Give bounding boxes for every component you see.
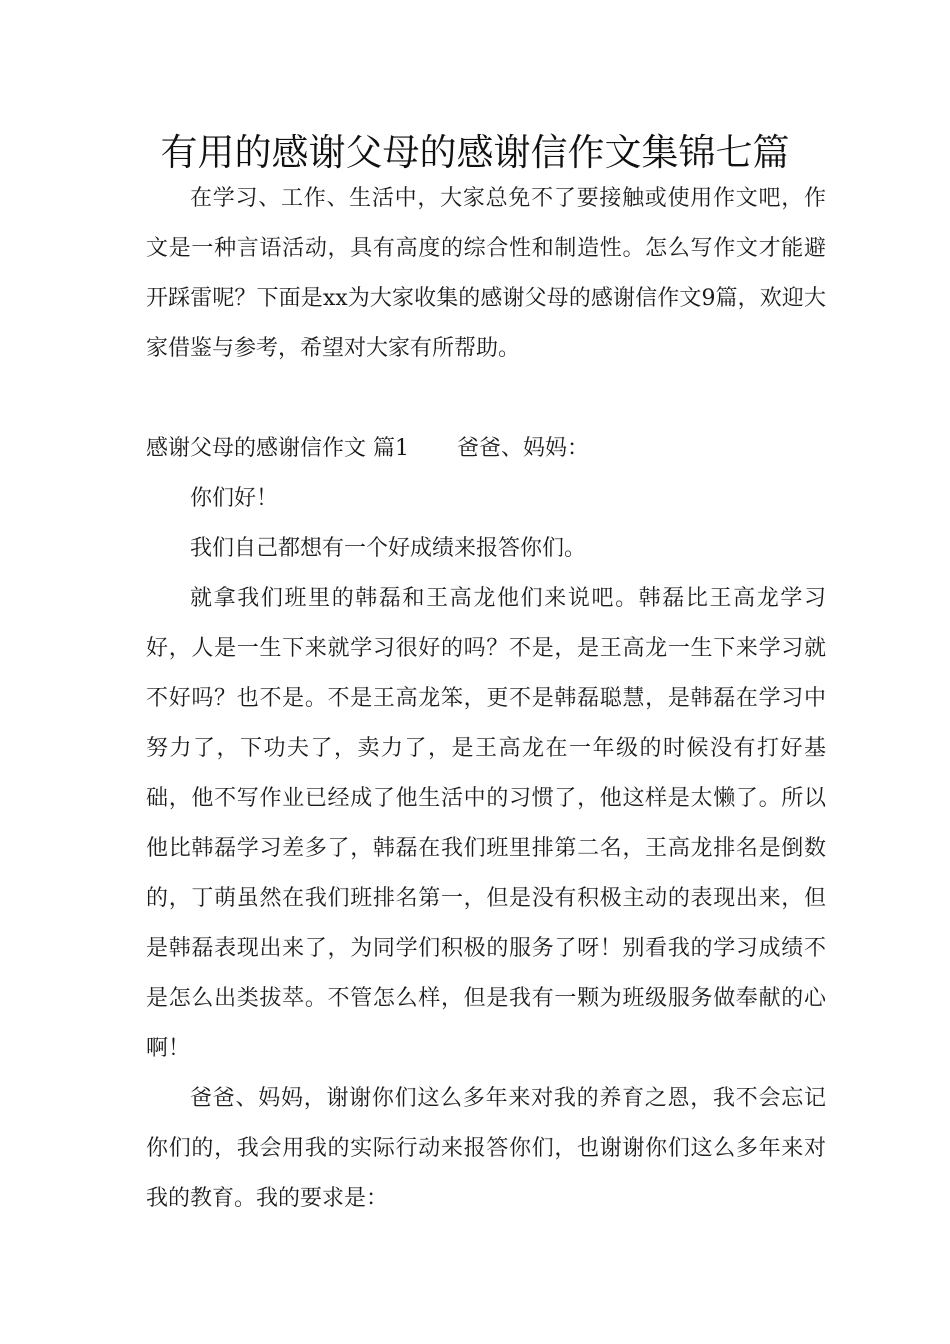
body-paragraph: 爸爸、妈妈，谢谢你们这么多年来对我的养育之恩，我不会忘记你们的，我会用我的实际行动来报答你们，也谢谢你们这么多年来对我的教育。我的要求是： [146,1086,826,1211]
paragraph-spacer [146,374,826,424]
document-title: 有用的感谢父母的感谢信作文集锦七篇 [160,131,790,174]
section-heading: 感谢父母的感谢信作文 篇1 [146,436,409,461]
salutation: 爸爸、妈妈： [457,436,590,461]
body-paragraph: 就拿我们班里的韩磊和王高龙他们来说吧。韩磊比王高龙学习好，人是一生下来就学习很好的吗？不是，是王高龙一生下来学习就不好吗？也不是。不是王高龙笨，更不是韩磊聪慧，是韩磊在学习中努力了，下功夫了，卖力了，是王高龙在一年级的时候没有打好基础，他不写作业已经成了他生活中的习惯了，他这样是太懒了。所以他比韩磊学习差多了，韩磊在我们班里排第二名，王高龙排名是倒数的，丁萌虽然在我们班排名第一，但是没有积极主动的表现出来，但是韩磊表现出来了，为同学们积极的服务了呀！别看我的学习成绩不是怎么出类拔萃。不管怎么样，但是我有一颗为班级服务做奉献的心啊！ [146,586,826,1061]
greeting-paragraph: 你们好！ [190,486,279,511]
intro-paragraph: 在学习、工作、生活中，大家总免不了要接触或使用作文吧，作文是一种言语活动，具有高度的综合性和制造性。怎么写作文才能避开踩雷呢？下面是xx为大家收集的感谢父母的感谢信作文9篇，欢迎大家借鉴与参考，希望对大家有所帮助。 [146,186,826,361]
body-paragraph: 我们自己都想有一个好成绩来报答你们。 [190,536,587,561]
section-heading-line [146,424,826,474]
document-body [146,174,826,1224]
